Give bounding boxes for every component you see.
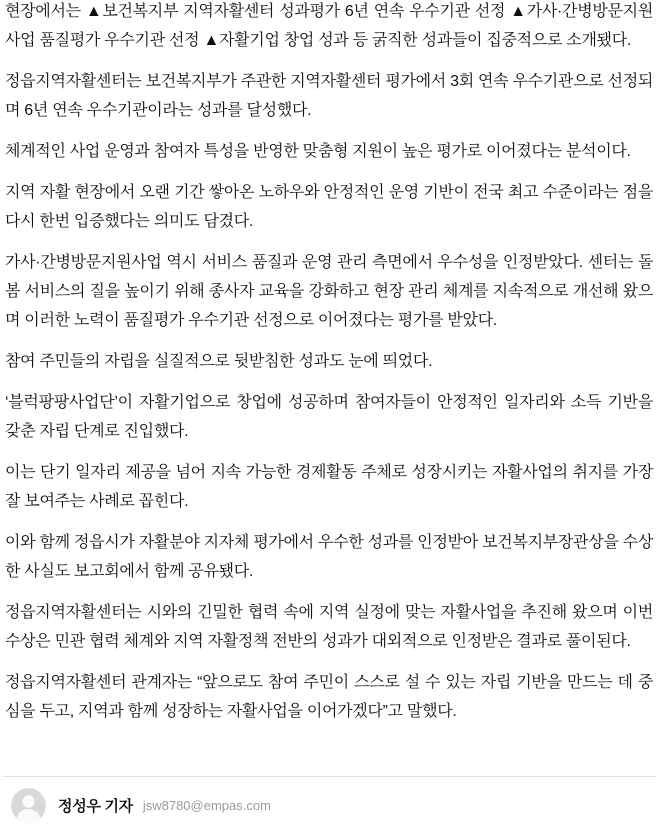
article-body	[5, 0, 653, 738]
article-paragraph: 정읍지역자활센터는 보건복지부가 주관한 지역자활센터 평가에서 3회 연속 우수기관으로 선정되며 6년 연속 우수기관이라는 성과를 달성했다.	[5, 73, 654, 119]
article-paragraph: ‘블럭팡팡사업단’이 자활기업으로 창업에 성공하며 참여자들이 안정적인 일자리와 소득 기반을 갖춘 자립 단계로 진입했다.	[5, 394, 653, 440]
article-paragraph: 현장에서는 ▲보건복지부 지역자활센터 성과평가 6년 연속 우수기관 선정 ▲가사·간병방문지원사업 품질평가 우수기관 선정 ▲자활기업 창업 성과 등 굵직한 성과들이 집중적으로 소개됐다.	[5, 3, 653, 49]
article-paragraph: 정읍지역자활센터 관계자는 “앞으로도 참여 주민이 스스로 설 수 있는 자립 기반을 만드는 데 중심을 두고, 지역과 함께 성장하는 자활사업을 이어가겠다”고 말했다.	[5, 674, 653, 720]
reporter-avatar-icon	[11, 788, 46, 823]
article-paragraph: 이는 단기 일자리 제공을 넘어 지속 가능한 경제활동 주체로 성장시키는 자활사업의 취지를 가장 잘 보여주는 사례로 꼽힌다.	[5, 464, 653, 510]
byline-divider	[3, 776, 656, 777]
article-paragraph: 이와 함께 정읍시가 자활분야 지자체 평가에서 우수한 성과를 인정받아 보건복지부장관상을 수상한 사실도 보고회에서 함께 공유됐다.	[5, 534, 653, 580]
reporter-byline	[11, 788, 271, 823]
article-paragraph: 체계적인 사업 운영과 참여자 특성을 반영한 맞춤형 지원이 높은 평가로 이어졌다는 분석이다.	[5, 143, 631, 160]
article-paragraph: 정읍지역자활센터는 시와의 긴밀한 협력 속에 지역 실정에 맞는 자활사업을 추진해 왔으며 이번 수상은 민관 협력 체계와 지역 자활정책 전반의 성과가 대외적으로 인정받은 결과로 풀이된다.	[5, 604, 653, 650]
reporter-name[interactable]: 정성우 기자	[58, 798, 133, 815]
article-paragraph: 가사·간병방문지원사업 역시 서비스 품질과 운영 관리 측면에서 우수성을 인정받았다. 센터는 돌봄 서비스의 질을 높이기 위해 종사자 교육을 강화하고 현장 관리 체계를 지속적으로 개선해 왔으며 이러한 노력이 품질평가 우수기관 선정으로 이어졌다는 평가를 받았다.	[5, 254, 653, 329]
article-paragraph: 지역 자활 현장에서 오랜 기간 쌓아온 노하우와 안정적인 운영 기반이 전국 최고 수준이라는 점을 다시 한번 입증했다는 의미도 담겼다.	[5, 184, 653, 230]
reporter-email-link[interactable]: jsw8780@empas.com	[142, 798, 271, 813]
article-paragraph: 참여 주민들의 자립을 실질적으로 뒷받침한 성과도 눈에 띄었다.	[5, 353, 433, 370]
